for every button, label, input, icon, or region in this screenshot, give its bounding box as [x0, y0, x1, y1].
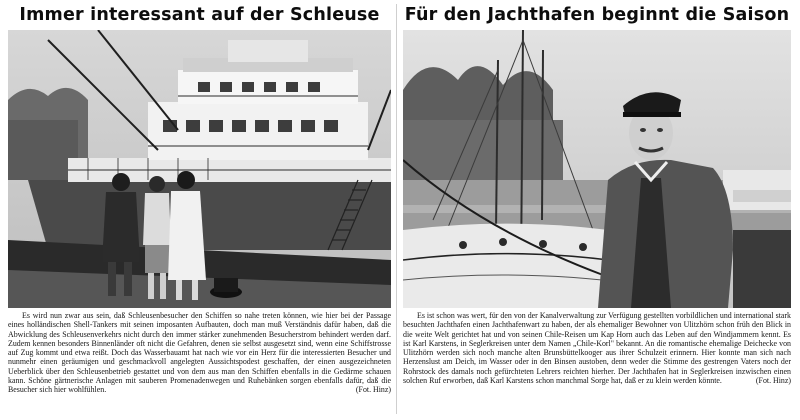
ship-lock-photo [8, 30, 391, 308]
left-article [8, 0, 391, 395]
ship-lock-photo-image [8, 30, 391, 308]
right-article [403, 0, 791, 386]
harbor-master-photo [403, 30, 791, 308]
column-divider [396, 4, 397, 414]
harbor-master-photo-image [403, 30, 791, 308]
right-article-body: Es ist schon was wert, für den von der Kanalverwaltung zur Verfügung gestellten vorbildlichen und international stark besuchten Jachthafen einen Jachthafenwart zu haben, der als ehemaliger Bewohner von Ulitzhörn schon früh den Blick in die weite Welt gerichtet hat und von seinen Chile-Reisen um Kap Horn auch das Leben auf den Windjammern kennt. Es ist Karl Karstens, in Seglerkreisen unter dem Namen „Chile-Korl" bekannt. An die romantische ehemalige Deichecke von Ulitzhörn werden sich noch manche alten Brunsbüttelkooger aus ihrer Schulzeit erinnern. Hier konnte man sich nach Herzenslust am Deich, im Wasser oder in den Binsen austoben, denn weder die Stimme des gestrengen Vaters noch der Rohrstock des damals noch gefürchteten Lehrers reichten hierher. Der Jachthafen hat in Seglerkreisen inzwischen einen solchen Ruf erworben, daß Karl Karstens schon manchmal Sorge hat, daß er zu klein werden könnte. [403, 311, 791, 386]
right-headline: Für den Jachthafen beginnt die Saison [404, 5, 790, 25]
right-article-body-wrap [403, 311, 791, 385]
left-article-body-wrap [8, 311, 391, 395]
left-photo-credit: (Fot. Hinz) [355, 385, 391, 395]
right-photo-credit: (Fot. Hinz) [755, 376, 791, 386]
left-headline: Immer interessant auf der Schleuse [19, 5, 380, 25]
left-article-body: Es wird nun zwar aus sein, daß Schleusenbesucher den Schiffen so nahe treten können, wie hier bei der Passage eines holländischen Shell-Tankers mit seinen imposanten Aufbauten, doch man muß Verständnis dafür haben, daß die Abwicklung des Schleusenverkehrs nicht durch den immer stärker zunehmenden Besucherstrom behindert werden darf. Zudem kennen besonders Binnenländer oft nicht die Gefahren, denen sie selbst ausgesetzt sind, wenn eine Schiffstrosse auf Zug kommt und etwa reißt. Doch das Wasserbauamt hat nach wie vor ein Herz für die interessierten Besucher und nunmehr einen geräumigen und geschmackvoll angelegten Aussichtspodest geschaffen, der einen ausgezeichneten Ueberblick über den Schleusenbetrieb gestattet und von dem aus man den Schiffen ebenfalls in die Gedärme schauen kann. Schöne gärtnerische Anlagen mit sauberen Promenadenwegen und Ruhebänken sorgen ebenfalls dafür, daß die Besucher sich hier wohlfühlen. [8, 311, 391, 395]
